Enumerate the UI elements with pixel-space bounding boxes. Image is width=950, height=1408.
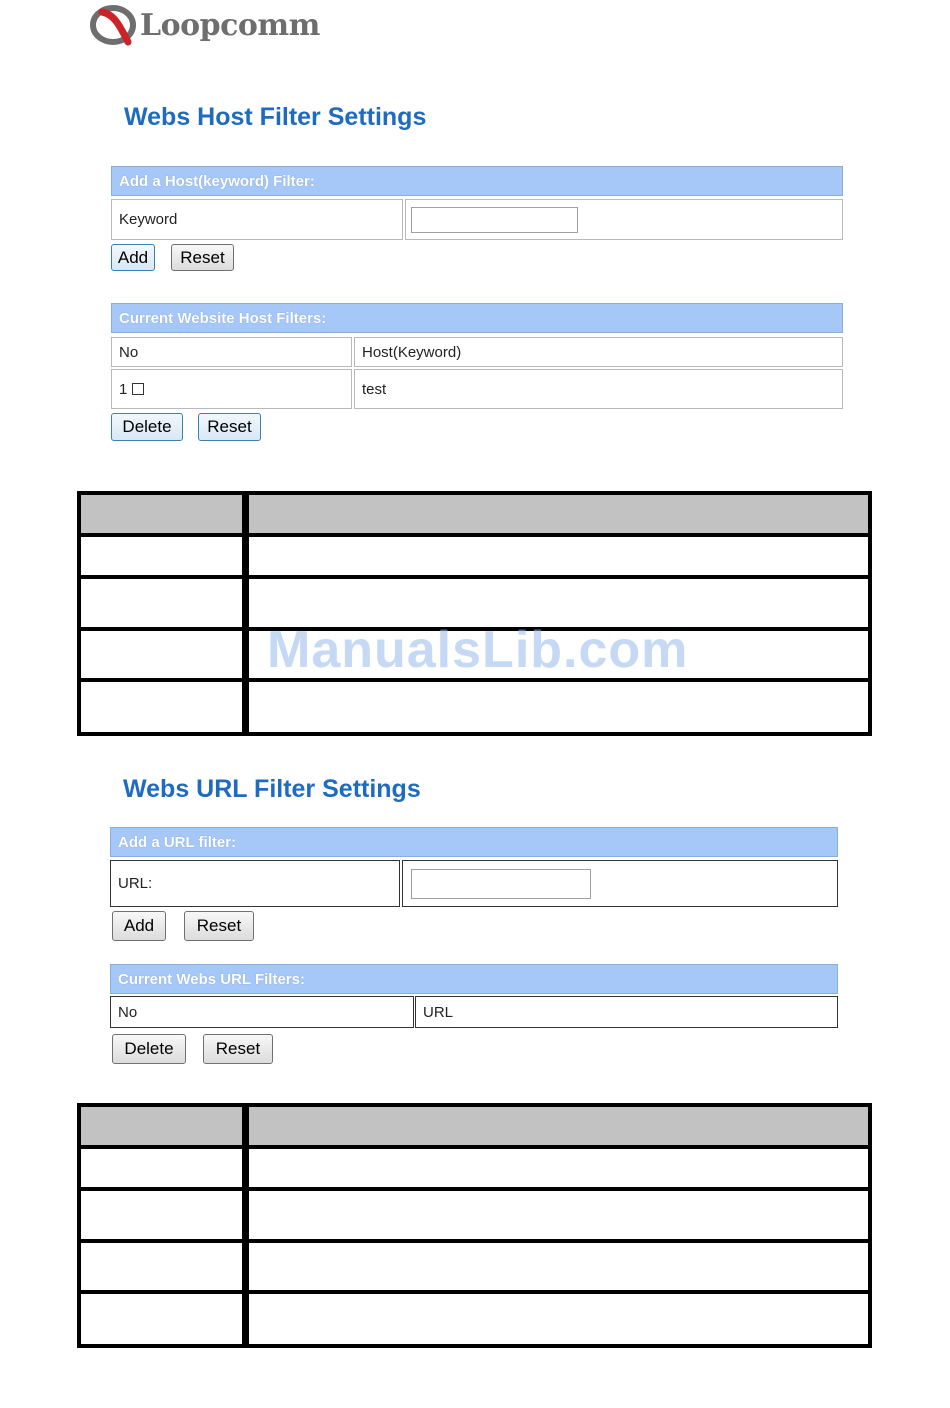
table-row-no-cell xyxy=(111,369,352,409)
table-cell xyxy=(249,1243,868,1290)
row-host-value: test xyxy=(354,369,843,409)
add-host-filter-header: Add a Host(keyword) Filter: xyxy=(111,166,843,196)
column-header-host: Host(Keyword) xyxy=(354,337,843,367)
keyword-input-cell xyxy=(405,199,843,240)
add-url-filter-header: Add a URL filter: xyxy=(110,827,838,857)
table-cell xyxy=(249,1191,868,1239)
table-cell xyxy=(249,537,868,575)
current-host-filters-header: Current Website Host Filters: xyxy=(111,303,843,333)
table-cell xyxy=(81,682,242,732)
host-filter-description-table xyxy=(77,491,872,736)
table-header-cell xyxy=(81,1107,242,1145)
reset-host-list-button[interactable]: Reset xyxy=(198,413,261,441)
brand-name: Loopcomm xyxy=(140,7,320,43)
keyword-input[interactable] xyxy=(411,207,578,233)
table-cell xyxy=(249,682,868,732)
table-cell xyxy=(81,1294,242,1344)
add-url-filter-button[interactable]: Add xyxy=(112,911,166,941)
table-cell xyxy=(81,631,242,678)
delete-url-filter-button[interactable]: Delete xyxy=(112,1034,186,1064)
column-header-no: No xyxy=(110,996,414,1028)
url-input[interactable] xyxy=(411,869,591,899)
watermark: ManualsLib.com xyxy=(267,621,689,679)
delete-host-filter-button[interactable]: Delete xyxy=(111,413,183,441)
row-number: 1 xyxy=(119,380,128,398)
url-filter-title: Webs URL Filter Settings xyxy=(123,775,421,803)
reset-url-list-button[interactable]: Reset xyxy=(203,1034,273,1064)
table-cell xyxy=(81,579,242,627)
table-cell xyxy=(249,1149,868,1187)
reset-url-filter-button[interactable]: Reset xyxy=(184,911,254,941)
row-select-checkbox[interactable] xyxy=(132,383,144,395)
keyword-label: Keyword xyxy=(111,199,403,240)
loopcomm-logo-icon xyxy=(88,4,138,46)
table-cell xyxy=(249,1294,868,1344)
column-header-no: No xyxy=(111,337,352,367)
table-cell xyxy=(81,1243,242,1290)
url-label: URL: xyxy=(110,860,400,907)
table-header-cell xyxy=(81,495,242,533)
column-header-url: URL xyxy=(415,996,838,1028)
table-cell xyxy=(81,1191,242,1239)
table-cell xyxy=(81,1149,242,1187)
brand-logo xyxy=(88,2,320,48)
table-header-cell xyxy=(249,495,868,533)
table-header-cell xyxy=(249,1107,868,1145)
reset-host-filter-button[interactable]: Reset xyxy=(171,244,234,271)
host-filter-title: Webs Host Filter Settings xyxy=(124,103,427,131)
table-cell xyxy=(81,537,242,575)
add-host-filter-button[interactable]: Add xyxy=(111,244,155,271)
current-url-filters-header: Current Webs URL Filters: xyxy=(110,964,838,994)
url-filter-description-table xyxy=(77,1103,872,1348)
url-input-cell xyxy=(402,860,838,907)
